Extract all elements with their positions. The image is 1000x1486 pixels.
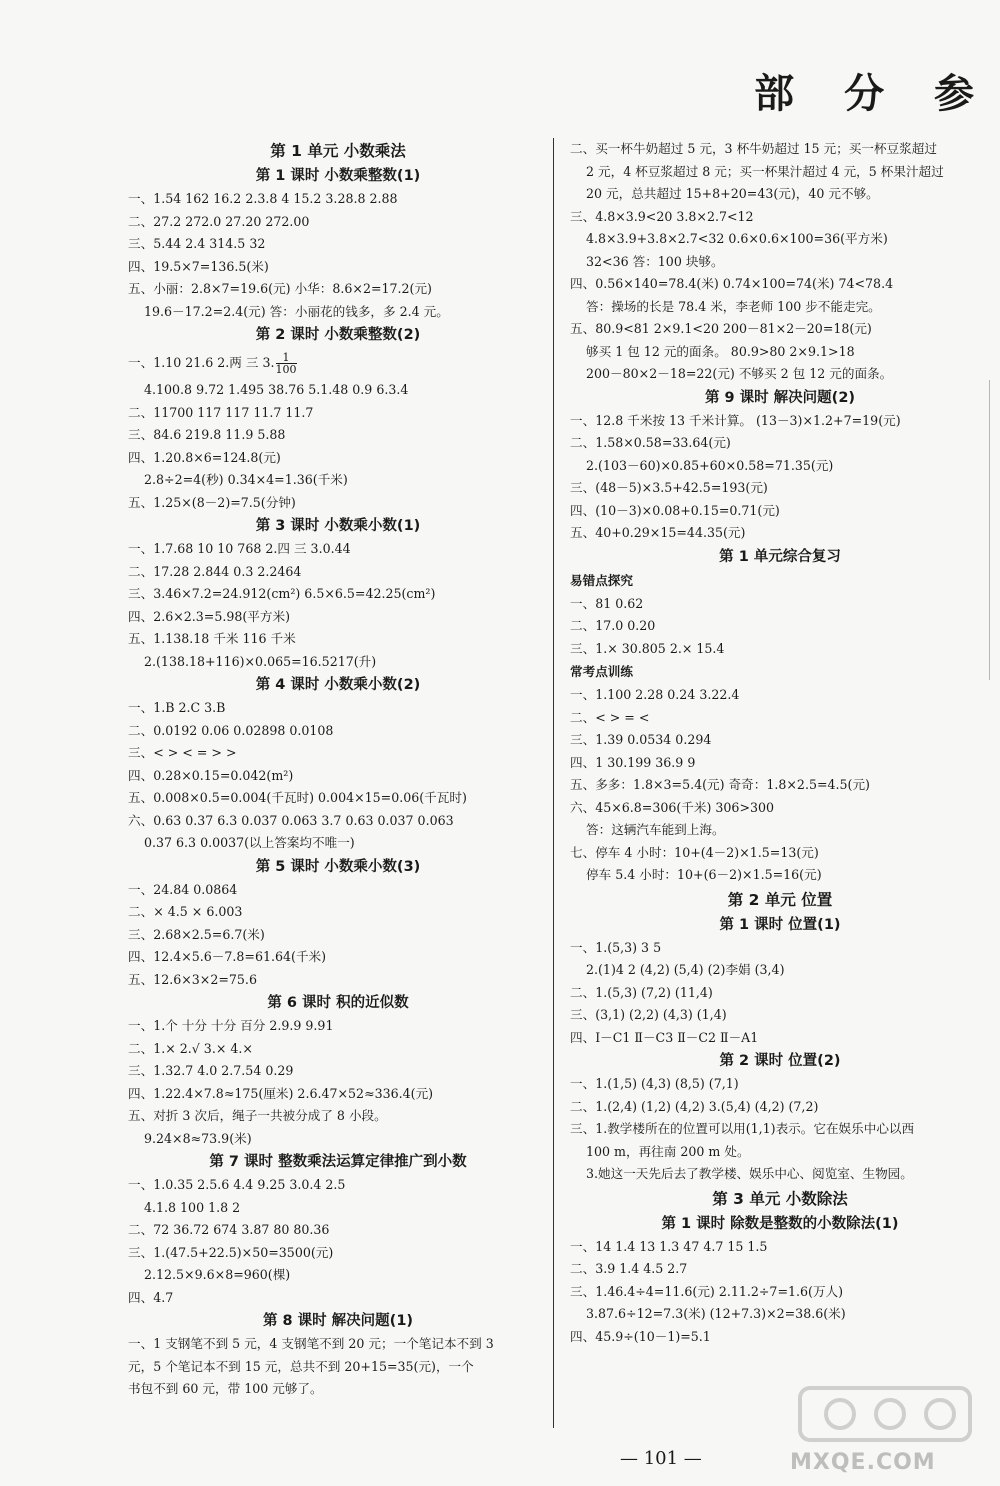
left-column: [128, 138, 548, 1401]
column-divider: [553, 138, 554, 1428]
answer-line: 四、1.20.8×6=124.8(元): [128, 449, 281, 465]
answer-line: 书包不到 60 元，带 100 元够了。: [128, 1381, 323, 1396]
section-subheading: 常考点训练: [570, 664, 633, 679]
answer-line: 二、< > = <: [570, 709, 650, 725]
answer-line: 三、84.6 219.8 11.9 5.88: [128, 427, 286, 442]
answer-line: 六、45×6.8=306(千米) 306>300: [570, 799, 775, 815]
answer-text: 一、1.10 21.6 2.两 三 3.: [128, 355, 275, 370]
answer-line: 四、12.4×5.6－7.8=61.64(千米): [128, 949, 327, 964]
lesson-heading: 第 9 课时 解决问题(2): [704, 389, 856, 406]
answer-line: 二、27.2 272.0 27.20 272.00: [128, 213, 310, 229]
unit-heading: 第 1 单元 小数乘法: [270, 142, 406, 160]
lesson-heading: 第 5 课时 小数乘小数(3): [255, 858, 421, 875]
answer-line: 二、买一杯牛奶超过 5 元，3 杯牛奶超过 15 元；买一杯豆浆超过: [570, 141, 937, 156]
page-number: — 101 —: [620, 1448, 702, 1469]
answer-line: 五、小丽：2.8×7=19.6(元) 小华：8.6×2=17.2(元): [128, 281, 432, 296]
lesson-heading: 第 1 单元综合复习: [719, 548, 841, 565]
unit-heading: 第 3 单元 小数除法: [712, 1189, 848, 1208]
lesson-heading: 第 4 课时 小数乘小数(2): [255, 677, 421, 693]
answer-line: 四、Ⅰ－C1 Ⅱ－C3 Ⅱ－C2 Ⅱ－A1: [570, 1029, 759, 1045]
answer-line: 3.87.6÷12=7.3(米) (12+7.3)×2=38.6(米): [586, 1306, 846, 1321]
answer-line: 2.(1)4 2 (4,2) (5,4) (2)李娟 (3,4): [586, 962, 785, 977]
answer-line: 三、5.44 2.4 314.5 32: [128, 236, 266, 251]
answer-line: 0.37 6.3 0.0037(以上答案均不唯一): [144, 835, 355, 850]
answer-line: 答：这辆汽车能到上海。: [586, 822, 725, 837]
answer-line: 五、12.6×3×2=75.6: [128, 971, 257, 987]
answer-line: 一、14 1.4 13 1.3 47 4.7 15 1.5: [570, 1238, 768, 1254]
answer-line: 4.1.8 100 1.8 2: [144, 1199, 241, 1215]
answer-line: 三、1.× 30.805 2.× 15.4: [570, 640, 725, 656]
answer-line: 三、1.46.4÷4=11.6(元) 2.11.2÷7=1.6(万人): [570, 1283, 844, 1299]
lesson-heading: 第 6 课时 积的近似数: [267, 995, 409, 1011]
answer-line: 2.12.5×9.6×8=960(棵): [144, 1267, 291, 1282]
answer-line: 一、1.54 162 16.2 2.3.8 4 15.2 3.28.8 2.88: [128, 191, 398, 206]
fraction-denominator: 100: [275, 363, 297, 376]
lesson-heading: 第 3 课时 小数乘小数(1): [255, 518, 421, 534]
right-column: [570, 138, 990, 1348]
lesson-heading: 第 2 课时 位置(2): [719, 1053, 841, 1069]
answer-line: 一、1.7.68 10 10 768 2.四 三 3.0.44: [128, 541, 351, 556]
answer-line: 三、4.8×3.9<20 3.8×2.7<12: [570, 208, 754, 224]
lesson-heading: 第 1 课时 除数是整数的小数除法(1): [661, 1215, 899, 1232]
answer-line: 二、3.9 1.4 4.5 2.7: [570, 1261, 688, 1276]
lesson-heading: 第 1 课时 位置(1): [719, 916, 841, 933]
answer-line: 二、1.(5,3) (7,2) (11,4): [570, 984, 713, 1000]
answer-line: 四、45.9÷(10－1)=5.1: [570, 1328, 711, 1344]
answer-line: 四、0.56×140=78.4(米) 0.74×100=74(米) 74<78.4: [570, 276, 894, 291]
answer-line: 二、0.0192 0.06 0.02898 0.0108: [128, 722, 334, 738]
answer-line: 五、多多：1.8×3=5.4(元) 奇奇：1.8×2.5=4.5(元): [570, 777, 870, 792]
answer-line: 五、40+0.29×15=44.35(元): [570, 525, 746, 540]
answer-line: 元，5 个笔记本不到 15 元，总共不到 20+15=35(元)，一个: [128, 1358, 474, 1374]
lesson-heading: 第 2 课时 小数乘整数(2): [255, 327, 421, 343]
answer-line: 一、12.8 千米按 13 千米计算。 (13－3)×1.2+7=19(元): [570, 412, 901, 428]
page-title: 部 分 参: [754, 71, 992, 117]
answer-line: 200－80×2－18=22(元) 不够买 2 包 12 元的面条。: [586, 366, 893, 381]
answer-line: 四、4.7: [128, 1289, 174, 1305]
answer-line: 3.她这一天先后去了教学楼、娱乐中心、阅览室、生物园。: [586, 1166, 913, 1181]
answer-line: 4.100.8 9.72 1.495 38.76 5.1.48 0.9 6.3.4: [144, 382, 409, 397]
answer-line: 三、(48－5)×3.5+42.5=193(元): [570, 480, 768, 495]
answer-line: 停车 5.4 小时：10+(6－2)×1.5=16(元): [586, 867, 822, 882]
answer-line: 二、1.58×0.58=33.64(元): [570, 435, 731, 450]
fraction-numerator: 1: [282, 351, 290, 364]
answer-line: 三、1.(47.5+22.5)×50=3500(元): [128, 1244, 334, 1260]
lesson-heading: 第 7 课时 整数乘法运算定律推广到小数: [209, 1154, 467, 1170]
unit-heading: 第 2 单元 位置: [727, 890, 833, 909]
answer-line: 三、1.教学楼所在的位置可以用(1,1)表示。它在娱乐中心以西: [570, 1121, 915, 1136]
answer-line: 一、1.B 2.C 3.B: [128, 700, 226, 715]
answer-line: 七、停车 4 小时：10+(4－2)×1.5=13(元): [570, 844, 819, 860]
answer-line: 20 元，总共超过 15+8+20=43(元)，40 元不够。: [586, 186, 879, 201]
answer-line: 二、11700 117 117 11.7 11.7: [128, 404, 314, 420]
answer-line: 2 元，4 杯豆浆超过 8 元；买一杯果汁超过 4 元，5 杯果汁超过: [586, 163, 944, 179]
answer-line: 二、× 4.5 × 6.003: [128, 904, 243, 919]
answer-line: 4.8×3.9+3.8×2.7<32 0.6×0.6×100=36(平方米): [586, 231, 888, 246]
answer-line: 四、1.22.4×7.8≈175(厘米) 2.6.47×52≈336.4(元): [128, 1085, 434, 1101]
answer-line: 三、2.68×2.5=6.7(米): [128, 926, 265, 942]
watermark-text: MXQE.COM: [790, 1450, 936, 1475]
answer-line: 二、72 36.72 674 3.87 80 80.36: [128, 1222, 330, 1237]
answer-line: 五、对折 3 次后，绳子一共被分成了 8 小段。: [128, 1108, 387, 1123]
answer-line: 一、81 0.62: [570, 595, 644, 611]
answer-line: 一、1.(5,3) 3 5: [570, 939, 662, 955]
answer-line: 二、17.28 2.844 0.3 2.2464: [128, 563, 302, 579]
section-subheading: 易错点探究: [570, 572, 633, 588]
fraction: [276, 352, 297, 375]
answer-line: 四、(10－3)×0.08+0.15=0.71(元): [570, 502, 780, 518]
answer-line: 二、1.(2,4) (1,2) (4,2) 3.(5,4) (4,2) (7,2): [570, 1098, 819, 1114]
answer-line: 一、24.84 0.0864: [128, 881, 238, 897]
answer-line: 100 m，再往南 200 m 处。: [586, 1143, 750, 1159]
answer-line: 五、1.138.18 千米 116 千米: [128, 631, 296, 646]
answer-line: 三、1.39 0.0534 0.294: [570, 732, 712, 747]
answer-line: 四、19.5×7=136.5(米): [128, 258, 269, 274]
answer-line: 够买 1 包 12 元的面条。 80.9>80 2×9.1>18: [586, 343, 855, 359]
answer-line: 二、17.0 0.20: [570, 618, 656, 633]
answer-line: 9.24×8≈73.9(米): [144, 1130, 252, 1146]
answer-line: 2.(138.18+116)×0.065=16.5217(升): [144, 653, 377, 669]
answer-line: 一、1.100 2.28 0.24 3.22.4: [570, 687, 740, 702]
answer-line: 2.8÷2=4(秒) 0.34×4=1.36(千米): [144, 472, 348, 487]
lesson-heading: 第 1 课时 小数乘整数(1): [255, 168, 421, 184]
answer-line: 一、1.0.35 2.5.6 4.4 9.25 3.0.4 2.5: [128, 1177, 346, 1192]
answer-line: [128, 347, 548, 379]
answer-line: 答：操场的长是 78.4 米，李老师 100 步不能走完。: [586, 298, 881, 314]
answer-line: 六、0.63 0.37 6.3 0.037 0.063 3.7 0.63 0.037 0.063: [128, 812, 454, 828]
answer-line: 一、1 支钢笔不到 5 元，4 支钢笔不到 20 元；一个笔记本不到 3: [128, 1336, 494, 1351]
answer-line: 五、80.9<81 2×9.1<20 200－81×2－20=18(元): [570, 321, 872, 336]
answer-line: 五、0.008×0.5=0.004(千瓦时) 0.004×15=0.06(千瓦时): [128, 790, 467, 805]
answer-line: 五、1.25×(8－2)=7.5(分钟): [128, 494, 296, 510]
answer-line: 2.(103－60)×0.85+60×0.58=71.35(元): [586, 457, 834, 473]
lesson-heading: 第 8 课时 解决问题(1): [262, 1313, 414, 1329]
answer-line: 三、(3,1) (2,2) (4,3) (1,4): [570, 1007, 727, 1022]
page-edge-marks: [989, 380, 1000, 680]
answer-line: 一、1.(1,5) (4,3) (8,5) (7,1): [570, 1076, 739, 1091]
answer-line: 19.6－17.2=2.4(元) 答：小丽花的钱多，多 2.4 元。: [144, 303, 449, 319]
answer-line: 一、1.个 十分 十分 百分 2.9.9 9.91: [128, 1018, 334, 1033]
answer-line: 三、< > < = > >: [128, 745, 237, 760]
answer-line: 三、1.32.7 4.0 2.7.54 0.29: [128, 1063, 294, 1078]
answer-line: 四、0.28×0.15=0.042(m²): [128, 767, 294, 783]
answer-line: 32<36 答：100 块够。: [586, 253, 724, 269]
answer-line: 三、3.46×7.2=24.912(cm²) 6.5×6.5=42.25(cm²): [128, 586, 436, 601]
answer-line: 二、1.× 2.√ 3.× 4.×: [128, 1040, 253, 1056]
answer-line: 四、1 30.199 36.9 9: [570, 754, 696, 770]
answer-line: 四、2.6×2.3=5.98(平方米): [128, 608, 290, 624]
